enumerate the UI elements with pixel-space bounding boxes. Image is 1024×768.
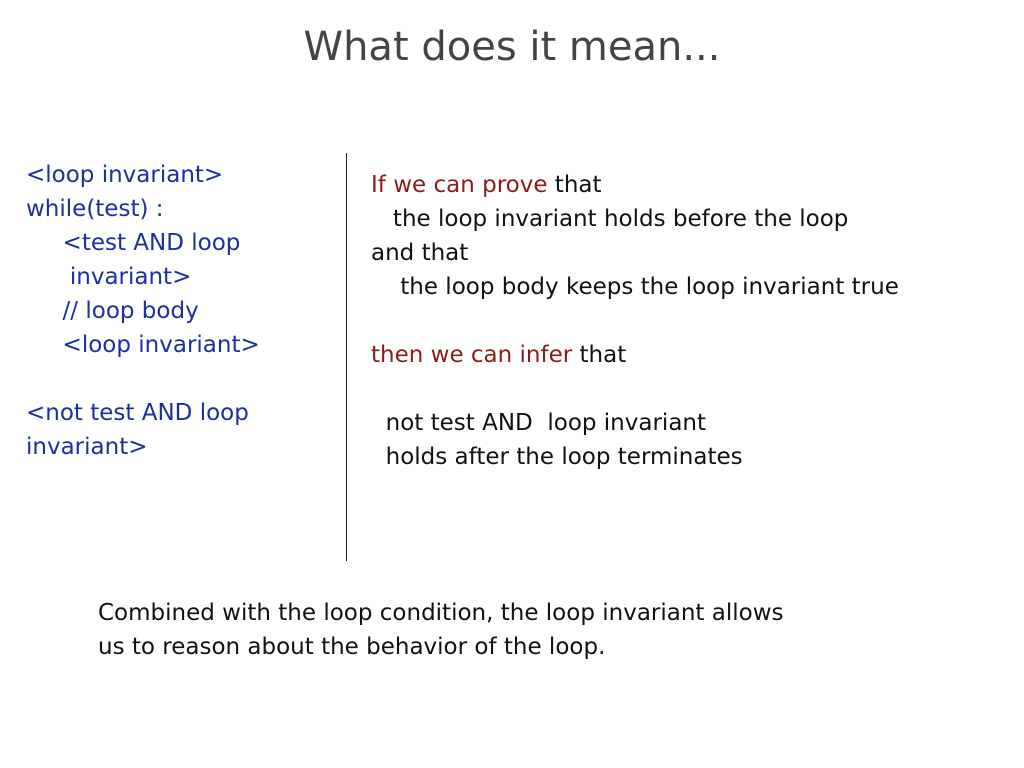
explanation-text: that [547, 172, 602, 198]
code-line: <loop invariant> [26, 332, 260, 358]
explanation-text: that [572, 342, 627, 368]
code-line: <loop invariant> [26, 162, 224, 188]
explanation-line [371, 338, 1011, 372]
explanation-block [371, 168, 1011, 474]
accent-phrase: If we can prove [371, 172, 548, 198]
explanation-line: not test AND loop invariant [371, 410, 707, 436]
code-line: invariant> [26, 264, 192, 290]
code-line: <not test AND loop [26, 400, 249, 426]
explanation-line: the loop invariant holds before the loop [371, 206, 849, 232]
code-line: while(test) : [26, 196, 164, 222]
code-line: <test AND loop [26, 230, 241, 256]
explanation-line: the loop body keeps the loop invariant true [371, 274, 899, 300]
slide-title: What does it mean... [303, 24, 721, 70]
explanation-line: holds after the loop terminates [371, 444, 743, 470]
vertical-divider [346, 153, 347, 561]
explanation-line [371, 168, 1011, 202]
summary-line: Combined with the loop condition, the loop invariant allows [98, 600, 784, 626]
code-line: invariant> [26, 434, 148, 460]
accent-phrase: then we can infer [371, 342, 573, 368]
explanation-line: and that [371, 240, 469, 266]
blank-line [371, 372, 1011, 406]
summary-line: us to reason about the behavior of the loop. [98, 634, 606, 660]
code-line [26, 362, 326, 396]
code-line: // loop body [26, 298, 199, 324]
summary-text [98, 596, 958, 664]
blank-line [371, 304, 1011, 338]
loop-code-block [26, 158, 326, 464]
